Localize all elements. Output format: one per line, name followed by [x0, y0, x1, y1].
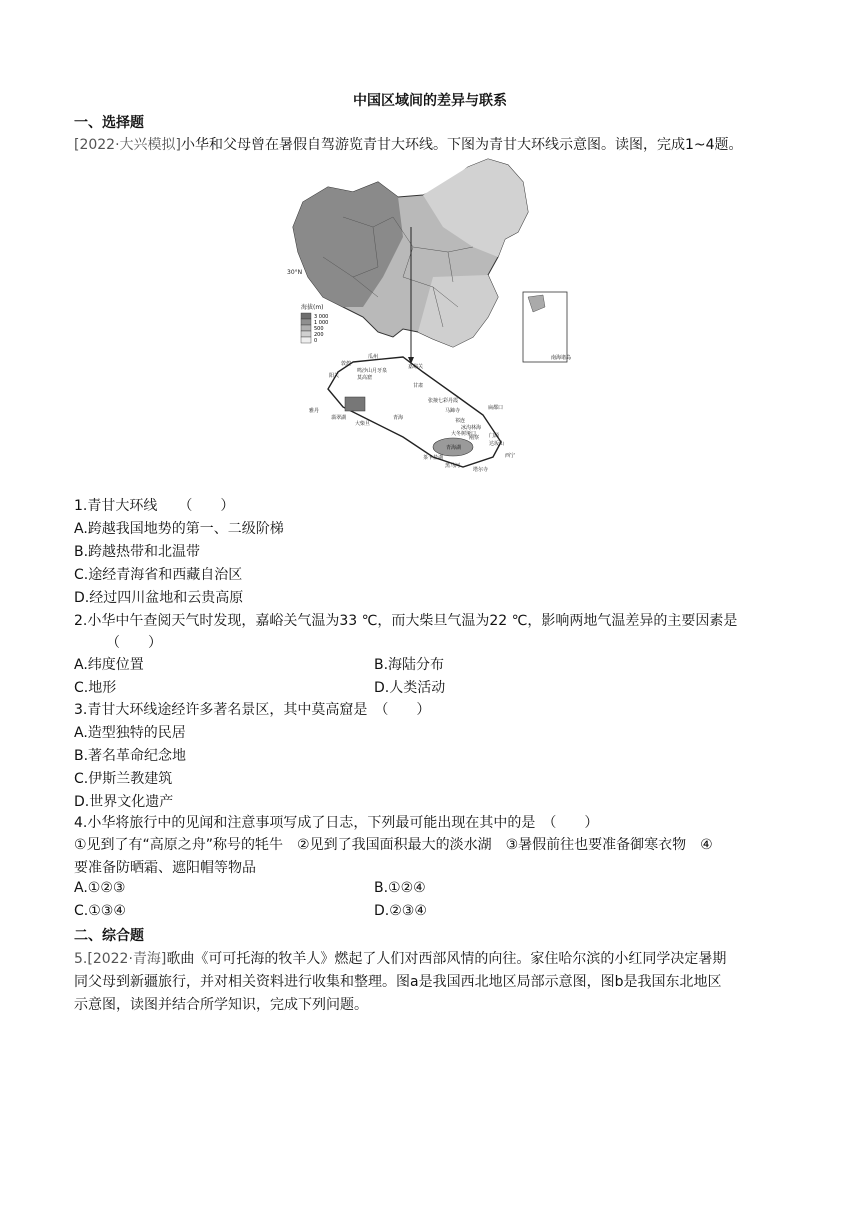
q1-option-a[interactable]: A.跨越我国地势的第一、二级阶梯 [74, 521, 284, 537]
qinggan-loop-map [283, 157, 573, 483]
elevation-legend [301, 313, 328, 344]
place-22: 青海 [393, 415, 404, 421]
q1-option-d[interactable]: D.经过四川盆地和云贵高原 [74, 590, 244, 606]
place-18: 大柴旦 [355, 421, 371, 427]
q5-source: 5.[2022·青海] [74, 951, 167, 967]
intro-text: 小华和父母曾在暑假自驾游览青甘大环线。下图为青甘大环线示意图。读图，完成1~4题。 [181, 137, 743, 153]
mogao-photo [345, 397, 365, 411]
place-15: 黑马河 [445, 463, 461, 469]
question-4-items-line1: ①见到了有“高原之舟”称号的牦牛 ②见到了我国面积最大的淡水湖 ③暑假前往也要准备御寒衣物 ④ [74, 837, 713, 853]
intro-paragraph [74, 134, 743, 154]
question-5-line1 [74, 948, 726, 968]
place-24: 刚察 [469, 435, 480, 441]
q4-option-c[interactable]: C.①③④ [74, 903, 126, 919]
legend-level-3: 200 [314, 332, 324, 338]
question-1-stem: 1.青甘大环线 （ ） [74, 498, 235, 514]
place-10: 大冬树垭口 [451, 431, 477, 437]
place-11: 门源 [489, 433, 500, 439]
q4-option-d[interactable]: D.②③④ [374, 903, 427, 919]
south-china-sea-inset [523, 292, 567, 362]
place-23: 扁都口 [488, 405, 504, 411]
legend-level-2: 500 [314, 326, 324, 332]
place-8: 祁连 [455, 418, 466, 424]
q2-option-b[interactable]: B.海陆分布 [374, 657, 445, 673]
q4-option-b[interactable]: B.①②④ [374, 880, 426, 896]
place-4: 阳关 [329, 373, 340, 379]
place-9: 冰沟林海 [461, 425, 482, 431]
q1-option-b[interactable]: B.跨越热带和北温带 [74, 544, 201, 560]
place-3: 莫高窟 [357, 375, 373, 381]
intro-source: [2022·大兴模拟] [74, 137, 182, 153]
inset-label: 南海诸岛 [551, 355, 572, 361]
q4-option-a[interactable]: A.①②③ [74, 880, 126, 896]
legend-level-1: 1 000 [314, 320, 329, 326]
q5-text-line1: 歌曲《可可托海的牧羊人》燃起了人们对西部风情的向往。家住哈尔滨的小红同学决定暑期 [166, 951, 727, 967]
question-2-bracket: （ ） [106, 635, 162, 651]
place-1: 敦煌 [341, 361, 352, 367]
q2-option-a[interactable]: A.纬度位置 [74, 657, 144, 673]
question-5-line2: 同父母到新疆旅行，并对相关资料进行收集和整理。图a是我国西北地区局部示意图，图b是我国东北地区 [74, 974, 722, 990]
place-6: 张掖七彩丹霞 [428, 398, 459, 404]
place-17: 青海湖 [446, 445, 462, 451]
place-2: 鸣沙山月牙泉 [357, 368, 388, 374]
legend-level-0: 3 000 [314, 314, 329, 320]
place-12: 达坂山 [489, 441, 505, 447]
qinggan-loop-route [328, 357, 504, 467]
q3-option-c[interactable]: C.伊斯兰教建筑 [74, 771, 173, 787]
q3-option-a[interactable]: A.造型独特的民居 [74, 725, 186, 741]
place-7: 马蹄寺 [445, 408, 461, 414]
place-14: 塔尔寺 [473, 467, 489, 473]
q2-option-d[interactable]: D.人类活动 [374, 680, 446, 696]
latitude-label: 30°N [287, 269, 303, 276]
question-2-stem: 2.小华中午查阅天气时发现，嘉峪关气温为33 ℃，而大柴旦气温为22 ℃，影响两地气温差异的主要因素是 [74, 613, 738, 629]
place-13: 西宁 [505, 453, 516, 459]
legend-title: 海拔(m) [301, 304, 324, 311]
q2-option-c[interactable]: C.地形 [74, 680, 117, 696]
section-heading-choice: 一、选择题 [74, 115, 144, 131]
question-3-stem: 3.青甘大环线途经许多著名景区，其中莫高窟是 （ ） [74, 702, 431, 718]
question-5-line3: 示意图，读图并结合所学知识，完成下列问题。 [74, 997, 368, 1013]
place-21: 甘肃 [413, 383, 424, 389]
legend-level-4: 0 [314, 338, 318, 344]
question-4-items-line2: 要准备防晒霜、遮阳帽等物品 [74, 860, 256, 876]
place-16: 茶卡盐湖 [423, 455, 444, 461]
q1-option-c[interactable]: C.途经青海省和西藏自治区 [74, 567, 243, 583]
q3-option-d[interactable]: D.世界文化遗产 [74, 794, 174, 810]
page-title: 中国区域间的差异与联系 [353, 93, 507, 109]
place-19: 翡翠湖 [331, 415, 347, 421]
section-heading-comprehensive: 二、综合题 [74, 928, 144, 944]
question-4-stem: 4.小华将旅行中的见闻和注意事项写成了日志，下列最可能出现在其中的是 （ ） [74, 815, 599, 831]
place-20: 雅丹 [309, 408, 320, 414]
q3-option-b[interactable]: B.著名革命纪念地 [74, 748, 187, 764]
place-5: 嘉峪关 [408, 364, 424, 370]
place-0: 瓜州 [368, 354, 379, 360]
